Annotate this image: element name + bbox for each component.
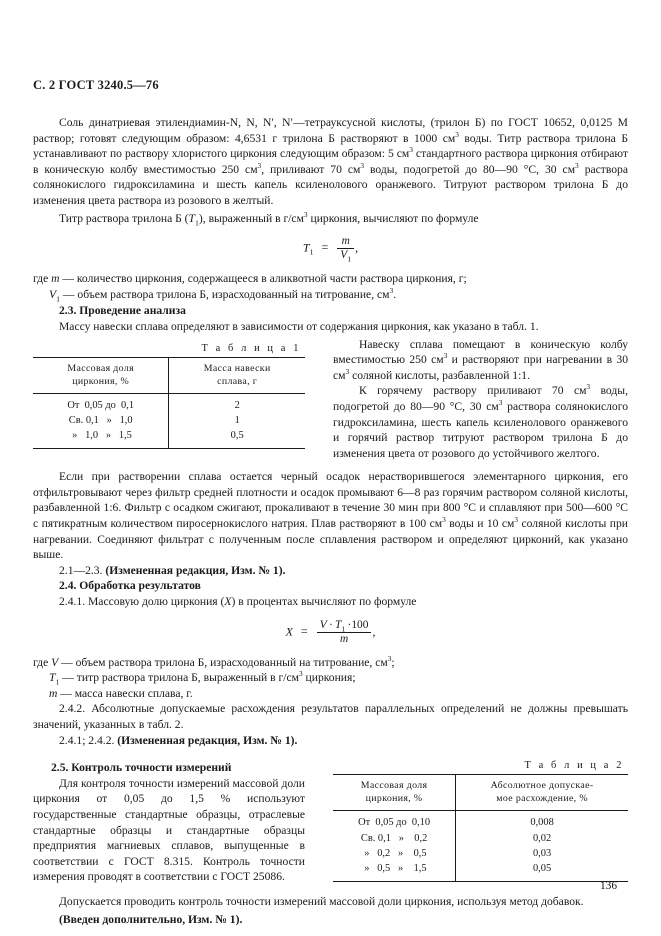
formula2-lhs: X xyxy=(285,623,293,638)
revision-number: 2.4.1; 2.4.2. xyxy=(59,733,118,747)
table-2-range-text: Св. 0,1 » 0,2 xyxy=(360,832,428,844)
table-2-col1-line1: Абсолютное допускае- xyxy=(490,780,594,792)
table-1-body xyxy=(33,393,305,448)
superscript-cubic: 3 xyxy=(360,160,365,170)
table-1-col0-line2: циркония, % xyxy=(72,375,130,387)
paragraph-additives-method: Допускается проводить контроль точности измерений массовой доли циркония, используя метод добавок. xyxy=(59,894,584,908)
where2-tail: . xyxy=(393,287,397,301)
table-1-cell-range xyxy=(33,428,169,448)
heading-2-3: 2.3. Проведение анализа xyxy=(59,304,186,318)
table-2 xyxy=(333,774,628,882)
page-header: С. 2 ГОСТ 3240.5—76 xyxy=(33,78,159,92)
where2-variable: V xyxy=(49,287,57,301)
para4-seg-a: Если при растворении сплава остается черный осадок нерастворившегося элементарного циркония, его отфильтровывают через фильтр средней плотности и осадок промывают 6—8 раз горячим раствором соляной кислоты, разбавленной 1:6. Фильтр с осадком сжигают, прокаливают в течение 30 мин при 800 °С и сплавляют при 500—600 °С с пятикратным количеством пиросернокислого натрия. Плав растворяют в 100 см xyxy=(33,470,628,531)
table-row xyxy=(333,831,628,846)
table-1-col1-line2: сплава, г xyxy=(217,375,258,387)
para1-seg-a: Соль динатриевая этилендиамин-N, N, N′, N′—тетрауксусной кислоты, (трилон Б) по ГОСТ 10652, 0,0125 М раствор; готовят следующим образом: 4,6531 г трилона Б растворяют в 1000 см xyxy=(33,116,628,145)
superscript-cubic: 3 xyxy=(586,382,591,392)
para1-seg-b: воды. Титр раствора трилона Б устанавливают по раствору хлористого циркония следующим образом: 5 см xyxy=(33,131,628,161)
formula2-num-100: 100 xyxy=(351,618,369,631)
table-2-cell-value: 0,008 xyxy=(456,811,628,831)
table-2-range-text: От 0,05 до 0,10 xyxy=(358,817,431,829)
where5-variable: m xyxy=(49,686,58,700)
table-1-col-header-sample-mass xyxy=(169,357,305,393)
table-2-cell-value: 0,02 xyxy=(456,831,628,846)
superscript-cubic: 3 xyxy=(455,129,459,139)
paragraph-hot-solution xyxy=(333,383,628,461)
formula2-fraction xyxy=(317,619,372,646)
paragraph-introduced-note: (Введен дополнительно, Изм. № 1). xyxy=(59,912,243,926)
table-1-header-row xyxy=(33,357,305,393)
paragraph-revision-2-1-2-3 xyxy=(33,563,628,579)
table-1-cell-value: 2 xyxy=(169,393,305,413)
where5-text: — масса навески сплава, г. xyxy=(57,686,193,700)
table-row xyxy=(333,846,628,861)
paragraph-reagent-description xyxy=(33,115,628,209)
formula2-num-t: T xyxy=(335,618,342,631)
para1-seg-c: стандартного раствора циркония отбирают в коническую колбу вместимостью 250 см xyxy=(33,147,628,176)
para1-seg-e: воды, подогретой до 80—90 °С, 30 см xyxy=(364,162,576,176)
page-number-value: 136 xyxy=(599,880,618,892)
formula1-comma: , xyxy=(355,240,359,255)
table-1-cell-range xyxy=(33,413,169,428)
formula2-num-dot2: · xyxy=(347,618,352,631)
table-1-head xyxy=(33,357,305,393)
where-clause-mass xyxy=(33,686,628,702)
paragraph-sample-mass: Массу навески сплава определяют в зависимости от содержания циркония, как указано в табл. 1. xyxy=(59,319,539,333)
paragraph-revision-2-4 xyxy=(33,733,628,749)
superscript-cubic: 3 xyxy=(345,366,350,376)
rightpara2-seg-c: раствора солянокислого гидроксиламина, шесть капель ксиленолового оранжевого и горячий раствор титруют раствором трилона Б до изменения цвета от розового до устойчивого желтого. xyxy=(333,399,628,460)
paragraph-dissolve-sample xyxy=(333,337,628,384)
where-clause-m xyxy=(33,271,628,287)
formula2-num-v: V xyxy=(319,618,327,631)
superscript-cubic: 3 xyxy=(498,398,503,408)
formula-mass-fraction xyxy=(33,619,628,646)
table-row xyxy=(33,428,305,448)
table-2-wrapper xyxy=(333,760,628,882)
table-row xyxy=(33,413,305,428)
where3-variable: V xyxy=(51,655,59,669)
where2-text: — объем раствора трилона Б, израсходованный на титрование, см xyxy=(60,287,390,301)
table-2-caption: Т а б л и ц а 2 xyxy=(524,760,624,772)
para2-seg-c: циркония, вычисляют по формуле xyxy=(307,211,479,225)
para1-seg-f: раствора солянокислого гидроксиламина и шесть капель ксиленолового оранжевого. Титруют раствором трилона Б до изменения цвета раствора из розового в желтый. xyxy=(33,162,628,207)
para2-seg-b: ), выраженный в г/см xyxy=(198,211,304,225)
where4-variable-sub: 1 xyxy=(55,677,60,687)
superscript-cubic: 3 xyxy=(575,160,579,170)
superscript-cubic: 3 xyxy=(409,145,413,155)
where4-variable: T xyxy=(49,671,56,685)
formula-titre xyxy=(33,235,628,262)
formula1-denominator-sub: 1 xyxy=(347,254,352,264)
table-1-col-header-mass-fraction xyxy=(33,357,169,393)
table-1-col0-line1: Массовая доля xyxy=(67,362,134,374)
rightpara1-seg-b: и растворяют при нагревании в 30 см xyxy=(333,353,628,382)
formula1-equals: = xyxy=(321,240,329,255)
section-2-5-row xyxy=(33,760,628,885)
table-1-cell-value: 0,5 xyxy=(169,428,305,448)
formula2-comma: , xyxy=(372,623,376,638)
formula1-lhs: T xyxy=(302,240,310,255)
formula1-fraction xyxy=(337,235,354,262)
where4-text: — титр раствора трилона Б, выраженный в г/см xyxy=(59,671,299,685)
where1-text: — количество циркония, содержащееся в аликвотной части раствора циркония, г; xyxy=(59,272,467,286)
table-1-caption: Т а б л и ц а 1 xyxy=(201,342,301,354)
superscript-cubic: 3 xyxy=(303,209,308,219)
table-row xyxy=(333,861,628,881)
table-2-col-header-mass-fraction xyxy=(333,775,456,811)
variable-T-subscript: 1 xyxy=(195,217,199,227)
table-2-col-header-abs-deviation xyxy=(456,775,628,811)
table-2-cell-range xyxy=(333,831,456,846)
superscript-cubic: 3 xyxy=(443,351,448,361)
where-clause-v xyxy=(33,655,628,671)
table-2-col0-line1: Массовая доля xyxy=(360,780,428,792)
formula2-num-t-sub: 1 xyxy=(341,623,346,633)
table-2-cell-value: 0,03 xyxy=(456,846,628,861)
para4-seg-c: соляной кислоты при нагревании. Соединяют фильтрат с полученным после сплавления раствором и определяют цирконий, как указано выше. xyxy=(33,517,628,562)
revision-note: (Измененная редакция, Изм. № 1). xyxy=(105,563,286,577)
heading-2-5: 2.5. Контроль точности измерений xyxy=(51,761,232,775)
table-2-cell-value: 0,05 xyxy=(456,861,628,881)
table-2-range-text: » 0,5 » 1,5 xyxy=(361,863,427,875)
formula2-equals: = xyxy=(300,623,308,638)
para1-seg-d: , приливают 70 см xyxy=(261,162,361,176)
formula2-denominator: m xyxy=(339,632,349,645)
table-1-range-text: » 1,0 » 1,5 xyxy=(69,430,132,442)
paragraph-titre-intro xyxy=(33,211,628,227)
variable-T: T xyxy=(188,211,195,225)
heading-2-4: 2.4. Обработка результатов xyxy=(59,579,201,593)
para6-variable-X: X xyxy=(224,595,232,609)
paragraph-accuracy-control: Для контроля точности измерений массовой доли циркония от 0,05 до 1,5 % используют государственные стандартные образцы, отраслевые стандартные образцы и стандартные образцы предприятия магниевых сплавов, выпущенные в соответствии с ГОСТ 8.315. Контроль точности измерения проводят в соответствии с ГОСТ 25086. xyxy=(33,776,305,884)
paragraph-2-4-2: 2.4.2. Абсолютные допускаемые расхождения результатов параллельных определений не должны превышать значений, указанных в табл. 2. xyxy=(33,702,628,731)
where-clause-v1 xyxy=(33,287,628,303)
table-2-body xyxy=(333,811,628,882)
table-1-cell-range xyxy=(33,393,169,413)
table-1-wrapper xyxy=(33,343,305,449)
paragraph-black-residue xyxy=(33,469,628,563)
table-2-header-row xyxy=(333,775,628,811)
formula1-lhs-sub: 1 xyxy=(309,247,314,257)
where3-text: — объем раствора трилона Б, израсходованный на титрование, см xyxy=(58,655,388,669)
table-2-col1-line2: мое расхождение, % xyxy=(496,793,588,805)
table-1-range-text: От 0,05 до 0,1 xyxy=(67,399,135,411)
where1-lead: где xyxy=(33,272,52,286)
para2-seg-a: Титр раствора трилона Б ( xyxy=(59,211,189,225)
revision-number: 2.1—2.3. xyxy=(59,563,106,577)
where3-lead: где xyxy=(33,655,52,669)
rightpara1-seg-c: соляной кислоты, разбавленной 1:1. xyxy=(349,368,531,382)
table-2-col0-line2: циркония, % xyxy=(365,793,423,805)
paragraph-2-4-1 xyxy=(33,594,628,610)
superscript-cubic: 3 xyxy=(389,285,394,295)
formula2-numerator xyxy=(317,619,372,633)
revision-note: (Измененная редакция, Изм. № 1). xyxy=(117,733,298,747)
table-1-range-text: Св. 0,1 » 1,0 xyxy=(68,414,133,426)
para4-seg-b: воды и 10 см xyxy=(445,517,515,531)
table-1 xyxy=(33,357,305,449)
formula1-numerator: m xyxy=(337,235,354,249)
section-2-5-text xyxy=(33,760,305,885)
table-1-cell-value: 1 xyxy=(169,413,305,428)
para6-seg-a: 2.4.1. Массовую долю циркония ( xyxy=(59,595,225,609)
rightpara1-seg-a: Навеску сплава помещают в коническую колбу вместимостью 250 см xyxy=(333,337,628,367)
superscript-cubic: 3 xyxy=(257,160,262,170)
where-clause-t1 xyxy=(33,670,628,686)
superscript-cubic: 3 xyxy=(298,669,303,679)
superscript-cubic: 3 xyxy=(514,515,519,525)
where4-tail: циркония; xyxy=(302,671,356,685)
table-2-cell-range xyxy=(333,861,456,881)
rightpara2-seg-b: воды, подогретой до 80—90 °С, 30 см xyxy=(333,384,628,413)
table-2-cell-range xyxy=(333,811,456,831)
where1-variable: m xyxy=(51,272,60,286)
table1-and-sidetext-row xyxy=(33,335,628,462)
where2-variable-sub: 1 xyxy=(56,294,60,304)
table-1-col1-line1: Масса навески xyxy=(203,362,271,374)
superscript-cubic: 3 xyxy=(442,515,446,525)
superscript-cubic: 3 xyxy=(387,653,392,663)
table-2-head xyxy=(333,775,628,811)
para6-seg-b: ) в процентах вычисляют по формуле xyxy=(231,595,417,609)
formula1-denominator xyxy=(337,249,354,262)
formula1-denominator-var: V xyxy=(340,249,348,262)
table-2-range-text: » 0,2 » 0,5 xyxy=(361,848,427,859)
page-content xyxy=(33,78,628,927)
table-row xyxy=(333,811,628,831)
table-2-cell-range xyxy=(333,846,456,861)
table-row xyxy=(33,393,305,413)
page-number-footer xyxy=(0,880,661,892)
sidebar-text-column xyxy=(333,337,628,462)
rightpara2-seg-a: К горячему раствору приливают 70 см xyxy=(359,384,587,398)
formula2-num-dot1: · xyxy=(328,618,333,631)
where3-tail: ; xyxy=(391,655,395,669)
